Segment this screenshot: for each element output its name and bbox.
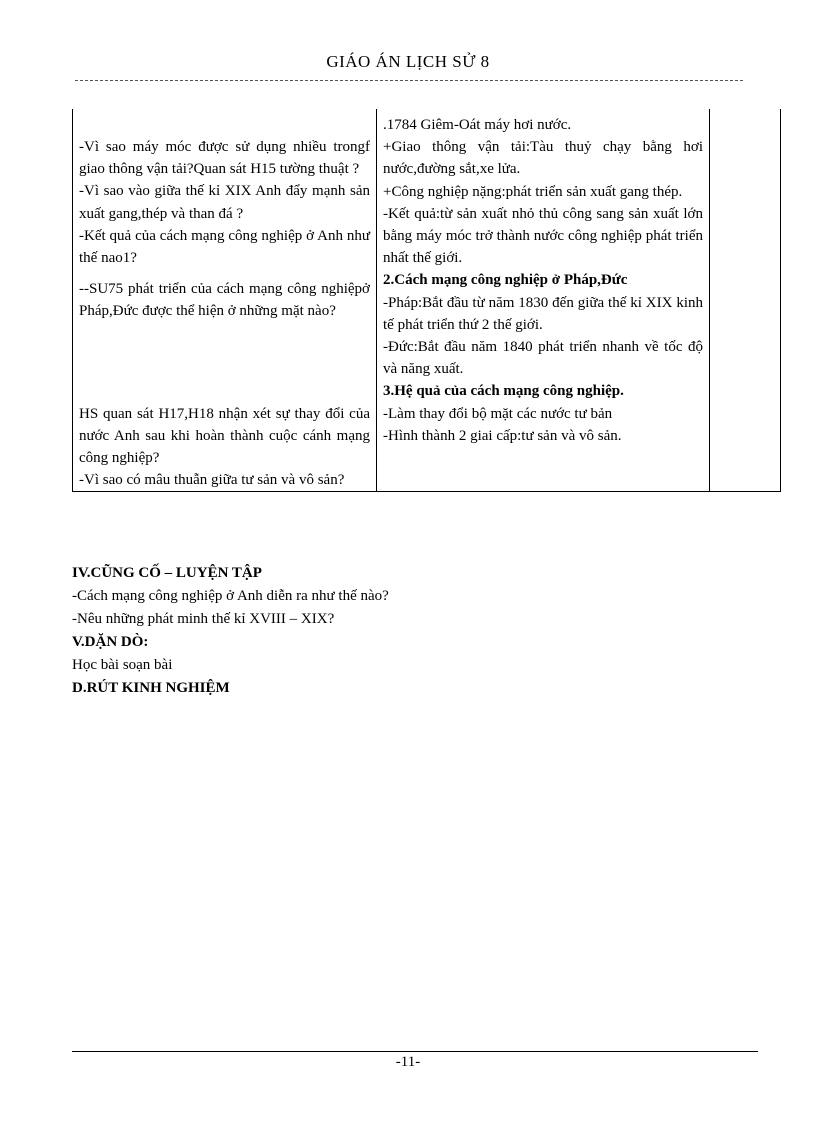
notes-cell — [710, 109, 781, 492]
watt-steam-engine: .1784 Giêm-Oát máy hơi nước. — [383, 117, 572, 133]
heading-consequences: 3.Hệ quả của cách mạng công nghiệp. — [383, 383, 624, 400]
observation-h17-h18: HS quan sát H17,H18 nhận xét sự thay đổi của nước Anh sau khi hoàn thành cuộc cánh mạng công nghiệp? — [79, 405, 370, 467]
homework-text: Học bài soạn bài — [72, 657, 173, 673]
heavy-industry-text: +Công nghiệp nặng:phát triển sản xuất gang thép. — [383, 183, 683, 200]
header-divider — [75, 80, 743, 81]
teacher-student-activity-cell — [73, 109, 377, 492]
question-france-germany: --SU75 phát triển của cách mạng công nghiệpở Pháp,Đức được thể hiện ở những mặt nào? — [79, 281, 370, 320]
question-class-conflict: -Vì sao có mâu thuẫn giữa tư sản và vô sản? — [79, 472, 345, 489]
table-row — [73, 109, 781, 492]
review-question: -Cách mạng công nghiệp ở Anh diễn ra như thế nào? — [72, 588, 389, 604]
heading-france-germany: 2.Cách mạng công nghiệp ở Pháp,Đức — [383, 272, 628, 289]
consequence-1: -Làm thay đổi bộ mặt các nước tư bản — [383, 405, 613, 422]
transport-text: +Giao thông vận tải:Tàu thuỷ chạy bằng hơi nước,đường sắt,xe lửa. — [383, 139, 703, 178]
question-transport: -Vì sao máy móc được sử dụng nhiều trongf giao thông vận tải?Quan sát H15 tường thuật ? — [79, 139, 370, 178]
lesson-table — [72, 109, 781, 492]
consequence-2: -Hình thành 2 giai cấp:tư sản và vô sản. — [383, 427, 622, 444]
review-question: -Nêu những phát minh thế kỉ XVIII – XIX? — [72, 611, 335, 627]
footer-divider — [72, 1051, 758, 1052]
section-iv-heading: IV.CŨNG CỐ – LUYỆN TẬP — [72, 565, 262, 581]
question-heavy-industry: -Vì sao vào giữa thế kỉ XIX Anh đẩy mạnh sản xuất gang,thép và than đá ? — [79, 183, 370, 222]
france-text: -Pháp:Bắt đầu từ năm 1830 đến giữa thế kỉ XIX kinh tế phát triển thứ 2 thế giới. — [383, 294, 703, 333]
lesson-closing-sections — [72, 562, 762, 700]
page-header-title: GIÁO ÁN LỊCH SỬ 8 — [326, 52, 490, 71]
germany-text: -Đức:Bắt đầu năm 1840 phát triển nhanh về tốc độ và năng xuất. — [383, 339, 703, 378]
content-cell — [377, 109, 710, 492]
section-v-heading: V.DẶN DÒ: — [72, 634, 149, 650]
page-number: -11- — [395, 1054, 421, 1070]
result-text: -Kết quả:từ sản xuất nhỏ thủ công sang sản xuất lớn bằng máy móc trở thành nước công nghiệp phát triển nhất thế giới. — [383, 205, 703, 267]
question-result-england: -Kết quả của cách mạng công nghiệp ở Anh như thế nao1? — [79, 227, 370, 267]
section-d-heading: D.RÚT KINH NGHIỆM — [72, 680, 230, 696]
